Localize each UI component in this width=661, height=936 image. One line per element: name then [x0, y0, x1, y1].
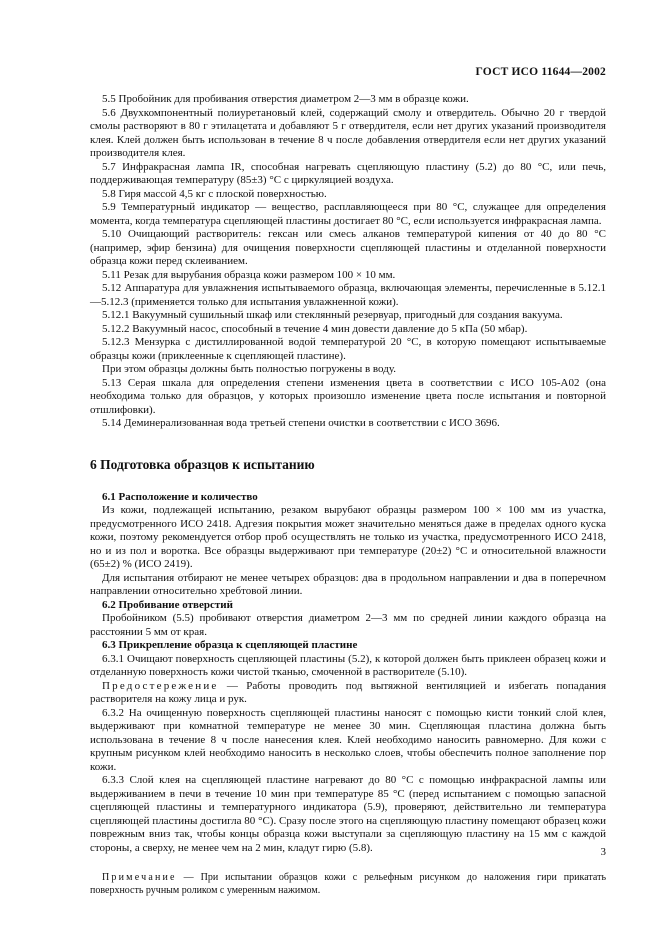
clause-6-3-3: 6.3.3 Слой клея на сцепляющей пластине нагревают до 80 °С с помощью инфракрасной лампы или выдерживанием в печи в течение 10 мин при температуре 85 °С (перед испытанием с помощью запасной сцепляющей пластины и температурного индикатора (5.9), проверяют, действительно ли температура сцепляющей пластины достигла 80 °С). Сразу после этого на сцепляющую пластину помещают образец кожи поврежным вниз так, чтобы концы образца кожи выступали за сцепляющую пластину на 15 мм с каждой стороны, а сверху, не менее чем на 2 мин, кладут гирю (5.8). [90, 774, 606, 854]
clause-6-3-1: 6.3.1 Очищают поверхность сцепляющей пластины (5.2), к которой должен быть приклеен образец кожи и отделанную поверхность кожи чистой тканью, смоченной в растворителе (5.10). [90, 652, 606, 678]
clause-6-3-2: 6.3.2 На очищенную поверхность сцепляющей пластины наносят с помощью кисти тонкий слой клея, выдерживают при комнатной температуре не менее 30 мин. Сцепляющая пластина должна быть использована в течение 8 ч после нанесения клея. Клей необходимо наносить равномерно. Для кожи с крупным рисунком клей необходимо наносить в несколько слоев, чтобы обеспечить полное заполнение пор кожи. [90, 706, 606, 773]
document-id: ГОСТ ИСО 11644—2002 [475, 66, 606, 78]
clause-5-12: 5.12 Аппаратура для увлажнения испытываемого образца, включающая элементы, перечисленные в 5.12.1—5.12.3 (применяется только для испытания увлажненной кожи). [90, 282, 606, 308]
clause-5-5: 5.5 Пробойник для пробивания отверстия диаметром 2—3 мм в образце кожи. [102, 93, 469, 105]
warning-text: — Работы проводить под вытяжной вентиляцией и избегать попадания растворителя на кожу лица и рук. [90, 679, 607, 705]
document-body [90, 93, 606, 897]
clause-5-14: 5.14 Деминерализованная вода третьей степени очистки в соответствии с ИСО 3696. [102, 417, 500, 429]
clause-5-12-2: 5.12.2 Вакуумный насос, способный в течение 4 мин довести давление до 5 кПа (50 мбар). [102, 322, 528, 335]
note [90, 871, 606, 897]
clause-5-11: 5.11 Резак для вырубания образца кожи размером 100 × 10 мм. [102, 268, 396, 281]
clause-5-6: 5.6 Двухкомпонентный полиуретановый клей, содержащий смолу и отвердитель. Обычно 20 г твердой смолы растворяют в 80 г этилацетата и добавляют 5 г отвердителя, если нет других указаний производителя клея. Клей должен быть использован в течение 8 ч после добавления отвердителя если нет других указаний производителя клея. [90, 106, 606, 159]
clause-6-2-text: Пробойником (5.5) пробивают отверстия диаметром 2—3 мм по средней линии каждого образца на расстоянии 5 мм от края. [90, 612, 606, 638]
clause-5-12-3-cont: При этом образцы должны быть полностью погружены в воду. [102, 363, 396, 375]
clause-5-9: 5.9 Температурный индикатор — вещество, расплавляющееся при 80 °С, служащее для определения момента, когда температура сцепляющей пластины достигает 80 °С, если используется инфракрасная лампа. [90, 201, 606, 227]
clause-5-13: 5.13 Серая шкала для определения степени изменения цвета в соответствии с ИСО 105-А02 (она необходима только для образцов, у которых произошло изменение цвета после испытания и повторной отшлифовки). [90, 376, 606, 416]
clause-5-7: 5.7 Инфракрасная лампа IR, способная нагревать сцепляющую пластину (5.2) до 80 °С, или печь, поддерживающая температуру (85±3) °С с циркуляцией воздуха. [90, 160, 606, 186]
clause-5-12-1: 5.12.1 Вакуумный сушильный шкаф или стеклянный резервуар, пригодный для создания вакуума. [102, 309, 563, 321]
page-number: 3 [600, 846, 606, 858]
section-6-title: 6 Подготовка образцов к испытанию [90, 456, 315, 472]
note-text: — При испытании образцов кожи с рельефным рисунком до наложения гири прикатать поверхность ручным роликом с умеренным нажимом. [90, 872, 607, 896]
clause-6-1-text: Из кожи, подлежащей испытанию, резаком вырубают образцы размером 100 × 100 мм из участка, предусмотренного ИСО 2418. Адгезия покрытия может значительно меняться даже в пределах одного куска кожи, поэтому рекомендуется отбор проб осуществлять не только из участка, предусмотренного ИСО 2418, но и из пол и воротка. Все образцы выдерживают при температуре (20±2) °С и относительной влажности (65±2) % (ИСО 2419). [90, 504, 606, 570]
subsection-6-1-title: 6.1 Расположение и количество [102, 490, 258, 503]
clause-5-10: 5.10 Очищающий растворитель: гексан или смесь алканов температурой кипения от 40 до 80 °С (например, эфир бензина) для очищения поверхности сцепляющей пластины и отделанной поверхности образца кожи перед склеиванием. [90, 228, 606, 267]
warning-label: Предостережение [102, 679, 219, 692]
clause-6-1-text-2: Для испытания отбирают не менее четырех образцов: два в продольном направлении и два в поперечном направлении относительно хребтовой линии. [90, 571, 606, 597]
subsection-6-3-title: 6.3 Прикрепление образца к сцепляющей пластине [102, 639, 358, 651]
clause-5-8: 5.8 Гиря массой 4,5 кг с плоской поверхностью. [102, 187, 327, 200]
note-label: Примечание [102, 872, 177, 883]
subsection-6-2-title: 6.2 Пробивание отверстий [102, 598, 233, 611]
warning [90, 680, 606, 707]
clause-5-12-3: 5.12.3 Мензурка с дистиллированной водой температурой 20 °С, в которую помещают испытываемые образцы кожи (приклеенные к сцепляющей пластине). [90, 336, 606, 362]
